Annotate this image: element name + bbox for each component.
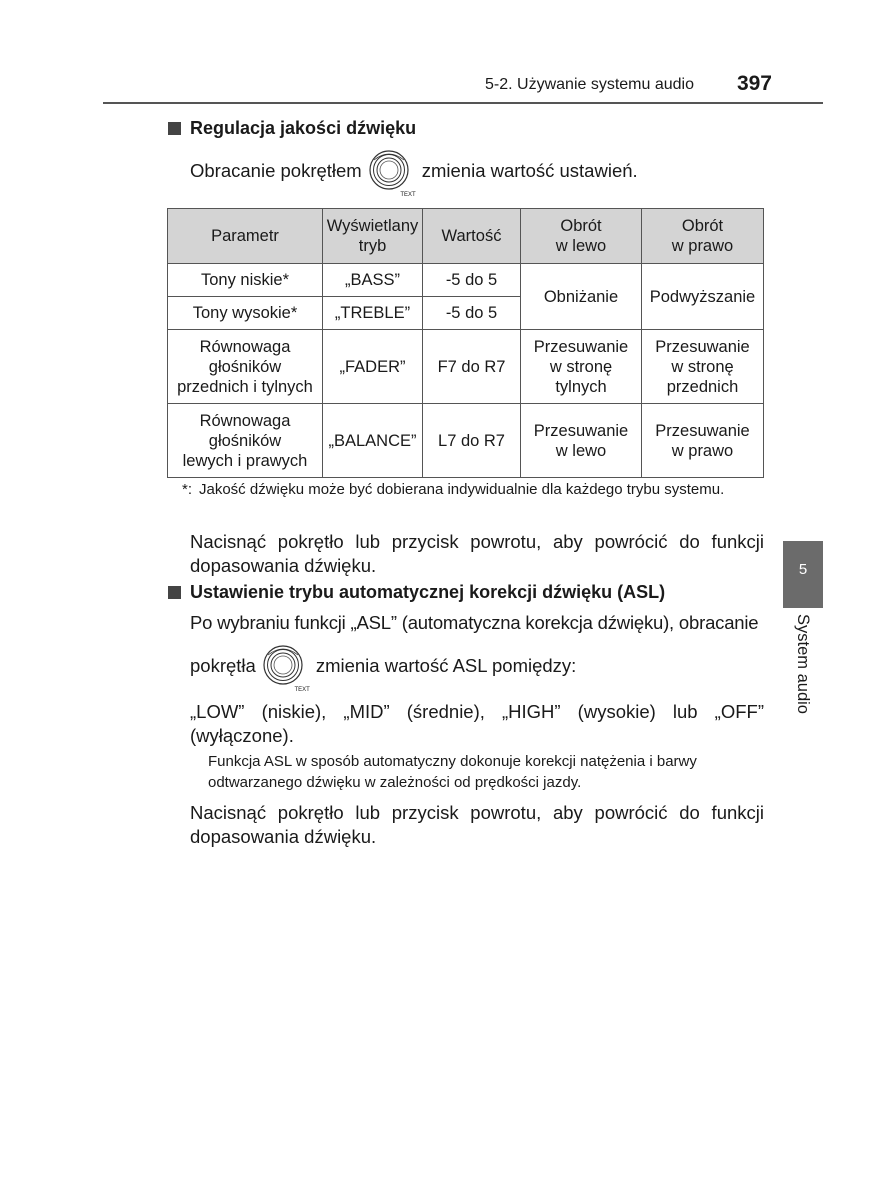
knob-text-label: TEXT [400,192,416,198]
header-parameter: Parametr [168,209,323,264]
cell-turn-left-merged: Obniżanie [521,264,642,330]
return-instruction-2: Nacisnąć pokrętło lub przycisk powrotu, aby powrócić do funkcji dopasowania dźwięku. [190,802,764,847]
knob-instruction-line [190,146,638,196]
cell-turn-left: Przesuwanie w stronę tylnych [521,330,642,404]
section-title: Ustawienie trybu automatycznej korekcji dźwięku (ASL) [190,582,666,602]
table-row [168,404,764,478]
header-display-mode: Wyświetlany tryb [323,209,423,264]
footnote-text: Jakość dźwięku może być dobierana indywidualnie dla każdego trybu systemu. [199,481,725,498]
cell-param: Tony niskie* [168,264,323,297]
asl-intro: Po wybraniu funkcji „ASL” (automatyczna korekcja dźwięku), obracanie [190,612,759,633]
cell-turn-left: Przesuwanie w lewo [521,404,642,478]
cell-turn-right: Przesuwanie w stronę przednich [642,330,764,404]
asl-note: Funkcja ASL w sposób automatyczny dokonuje korekcji natężenia i barwy odtwarzanego dźwięku w zależności od prędkości jazdy. [208,753,697,791]
instruction-text-before: Obracanie pokrętłem [190,160,362,181]
return-instruction-1: Nacisnąć pokrętło lub przycisk powrotu, aby powrócić do funkcji dopasowania dźwięku. [190,531,764,576]
knob-text-label: TEXT [294,687,310,693]
instruction-text-before: pokrętła [190,655,256,676]
asl-options: „LOW” (niskie), „MID” (średnie), „HIGH” (wysokie) lub „OFF” (wyłączone). [190,701,764,746]
header-turn-left: Obrót w lewo [521,209,642,264]
page-number: 397 [736,72,772,95]
footnote-mark: *: [182,481,193,498]
header-turn-right: Obrót w prawo [642,209,764,264]
header-value: Wartość [423,209,521,264]
cell-display: „BALANCE” [323,404,423,478]
cell-param: Tony wysokie* [168,297,323,330]
table-row [168,330,764,404]
cell-display: „TREBLE” [323,297,423,330]
header-divider [103,102,823,104]
cell-param: Równowaga głośników lewych i prawych [168,404,323,478]
chapter-tab-label: System audio [794,614,812,714]
cell-turn-right: Przesuwanie w prawo [642,404,764,478]
section-heading-sound-quality [168,118,416,139]
instruction-text-after: zmienia wartość ustawień. [421,160,638,181]
table-footnote [182,480,762,500]
instruction-text-after: zmienia wartość ASL pomiędzy: [315,655,577,676]
cell-value: -5 do 5 [423,264,521,297]
table-header-row [168,209,764,264]
cell-display: „FADER” [323,330,423,404]
knob-icon [368,146,414,196]
sound-parameter-table [167,208,764,478]
knob-icon [262,641,308,691]
cell-turn-right-merged: Podwyższanie [642,264,764,330]
cell-value: -5 do 5 [423,297,521,330]
square-bullet-icon [168,586,181,599]
square-bullet-icon [168,122,181,135]
running-header: 5-2. Używanie systemu audio [485,76,694,93]
section-heading-asl [168,582,665,603]
chapter-tab-number: 5 [783,541,823,608]
table-row [168,264,764,297]
cell-display: „BASS” [323,264,423,297]
cell-value: L7 do R7 [423,404,521,478]
section-title: Regulacja jakości dźwięku [190,118,417,138]
cell-value: F7 do R7 [423,330,521,404]
knob-instruction-line-asl [190,641,576,691]
cell-param: Równowaga głośników przednich i tylnych [168,330,323,404]
